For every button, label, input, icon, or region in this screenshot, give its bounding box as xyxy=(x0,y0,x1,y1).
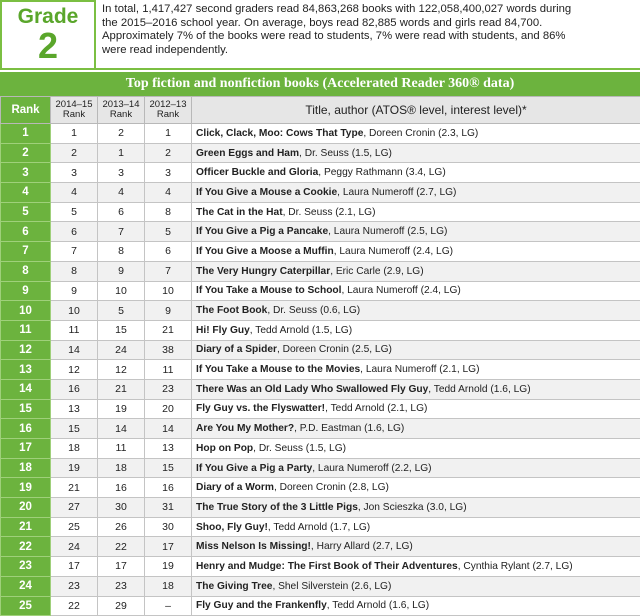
title-cell xyxy=(192,439,640,459)
table-row xyxy=(1,360,640,380)
book-title: Miss Nelson Is Missing! xyxy=(196,541,311,552)
book-title: The Very Hungry Caterpillar xyxy=(196,266,330,277)
rank-2013-14-cell: 14 xyxy=(98,419,145,439)
rank-2013-14-cell: 23 xyxy=(98,576,145,596)
rank-2014-15-cell: 24 xyxy=(51,537,98,557)
book-author-details: , Cynthia Rylant (2.7, LG) xyxy=(458,561,573,572)
table-row xyxy=(1,222,640,242)
rank-2012-13-cell: 3 xyxy=(145,163,192,183)
title-cell xyxy=(192,478,640,498)
title-cell xyxy=(192,163,640,183)
table-row xyxy=(1,478,640,498)
title-cell xyxy=(192,202,640,222)
rank-2013-14-cell: 1 xyxy=(98,143,145,163)
rank-2014-15-cell: 14 xyxy=(51,340,98,360)
rank-2012-13-cell: 2 xyxy=(145,143,192,163)
rank-2013-14-cell: 18 xyxy=(98,458,145,478)
rank-2012-13-cell: 16 xyxy=(145,478,192,498)
book-title: Officer Buckle and Gloria xyxy=(196,167,318,178)
rank-2012-13-cell: 17 xyxy=(145,537,192,557)
title-cell xyxy=(192,537,640,557)
book-title: Shoo, Fly Guy! xyxy=(196,522,268,533)
rank-cell: 10 xyxy=(1,301,51,321)
title-cell xyxy=(192,124,640,144)
rank-cell: 4 xyxy=(1,183,51,203)
book-author-details: , Laura Numeroff (2.1, LG) xyxy=(360,364,479,375)
rank-cell: 16 xyxy=(1,419,51,439)
table-row xyxy=(1,340,640,360)
table-body xyxy=(1,124,640,616)
rank-cell: 25 xyxy=(1,596,51,616)
rank-cell: 20 xyxy=(1,498,51,518)
rank-2013-14-header: 2013–14 Rank xyxy=(98,97,145,124)
rank-cell: 17 xyxy=(1,439,51,459)
book-title: Green Eggs and Ham xyxy=(196,148,299,159)
book-author-details: , P.D. Eastman (1.6, LG) xyxy=(294,423,404,434)
rank-cell: 23 xyxy=(1,557,51,577)
table-row xyxy=(1,183,640,203)
rank-2013-14-cell: 30 xyxy=(98,498,145,518)
table-row xyxy=(1,439,640,459)
rank-2014-15-cell: 6 xyxy=(51,222,98,242)
rank-2012-13-cell: 6 xyxy=(145,242,192,262)
rank-cell: 24 xyxy=(1,576,51,596)
title-cell xyxy=(192,340,640,360)
table-row xyxy=(1,281,640,301)
title-cell xyxy=(192,222,640,242)
rank-2014-15-cell: 10 xyxy=(51,301,98,321)
books-table xyxy=(0,96,640,616)
rank-2012-13-cell: 8 xyxy=(145,202,192,222)
book-title: The True Story of the 3 Little Pigs xyxy=(196,502,358,513)
rank-2012-13-header: 2012–13 Rank xyxy=(145,97,192,124)
book-title: If You Give a Moose a Muffin xyxy=(196,246,334,257)
rank-cell: 1 xyxy=(1,124,51,144)
book-author-details: , Doreen Cronin (2.3, LG) xyxy=(363,128,478,139)
rank-2014-15-cell: 11 xyxy=(51,320,98,340)
title-cell xyxy=(192,379,640,399)
rank-2012-13-cell: 5 xyxy=(145,222,192,242)
title-column-header: Title, author (ATOS® level, interest level)* xyxy=(192,97,640,124)
rank-2014-15-cell: 9 xyxy=(51,281,98,301)
book-author-details: , Tedd Arnold (1.6, LG) xyxy=(428,384,530,395)
table-row xyxy=(1,143,640,163)
intro-paragraph xyxy=(96,0,640,68)
title-cell xyxy=(192,242,640,262)
book-author-details: , Shel Silverstein (2.6, LG) xyxy=(272,581,391,592)
book-author-details: , Laura Numeroff (2.2, LG) xyxy=(312,463,431,474)
rank-cell: 19 xyxy=(1,478,51,498)
rank-2013-14-cell: 21 xyxy=(98,379,145,399)
rank-cell: 15 xyxy=(1,399,51,419)
book-title: Are You My Mother? xyxy=(196,423,294,434)
title-cell xyxy=(192,399,640,419)
rank-2013-14-cell: 11 xyxy=(98,439,145,459)
book-author-details: , Laura Numeroff (2.7, LG) xyxy=(337,187,456,198)
rank-cell: 13 xyxy=(1,360,51,380)
intro-line: In total, 1,417,427 second graders read 84,863,268 books with 122,058,400,027 words during xyxy=(102,3,632,17)
rank-cell: 3 xyxy=(1,163,51,183)
title-cell xyxy=(192,458,640,478)
title-cell xyxy=(192,498,640,518)
rank-2014-15-cell: 3 xyxy=(51,163,98,183)
book-author-details: , Jon Scieszka (3.0, LG) xyxy=(358,502,467,513)
book-author-details: , Tedd Arnold (1.6, LG) xyxy=(327,600,429,611)
rank-cell: 22 xyxy=(1,537,51,557)
table-row xyxy=(1,557,640,577)
table-row xyxy=(1,498,640,518)
book-author-details: , Laura Numeroff (2.4, LG) xyxy=(341,285,460,296)
rank-cell: 7 xyxy=(1,242,51,262)
book-author-details: , Tedd Arnold (1.5, LG) xyxy=(250,325,352,336)
rank-cell: 5 xyxy=(1,202,51,222)
book-author-details: , Tedd Arnold (2.1, LG) xyxy=(325,403,427,414)
table-row xyxy=(1,301,640,321)
rank-2013-14-cell: 2 xyxy=(98,124,145,144)
book-title: Henry and Mudge: The First Book of Their Adventures xyxy=(196,561,458,572)
rank-2012-13-cell: 10 xyxy=(145,281,192,301)
table-row xyxy=(1,124,640,144)
table-row xyxy=(1,320,640,340)
book-author-details: , Peggy Rathmann (3.4, LG) xyxy=(318,167,445,178)
book-title: Click, Clack, Moo: Cows That Type xyxy=(196,128,363,139)
book-title: Fly Guy vs. the Flyswatter! xyxy=(196,403,325,414)
title-cell xyxy=(192,360,640,380)
table-row xyxy=(1,202,640,222)
rank-2013-14-cell: 9 xyxy=(98,261,145,281)
rank-2014-15-cell: 5 xyxy=(51,202,98,222)
rank-cell: 21 xyxy=(1,517,51,537)
title-cell xyxy=(192,301,640,321)
table-row xyxy=(1,419,640,439)
rank-2012-13-cell: 11 xyxy=(145,360,192,380)
book-author-details: , Dr. Seuss (1.5, LG) xyxy=(253,443,346,454)
rank-2014-15-cell: 8 xyxy=(51,261,98,281)
book-title: If You Give a Mouse a Cookie xyxy=(196,187,337,198)
rank-cell: 11 xyxy=(1,320,51,340)
title-cell xyxy=(192,281,640,301)
rank-2012-13-cell: 15 xyxy=(145,458,192,478)
rank-2013-14-cell: 4 xyxy=(98,183,145,203)
table-row xyxy=(1,517,640,537)
rank-2013-14-cell: 8 xyxy=(98,242,145,262)
rank-2013-14-cell: 29 xyxy=(98,596,145,616)
table-row xyxy=(1,379,640,399)
book-title: If You Take a Mouse to School xyxy=(196,285,341,296)
table-row xyxy=(1,163,640,183)
rank-2013-14-cell: 17 xyxy=(98,557,145,577)
intro-line: Approximately 7% of the books were read to students, 7% were read with students, and 86% xyxy=(102,30,632,44)
rank-2014-15-cell: 12 xyxy=(51,360,98,380)
intro-line: were read independently. xyxy=(102,44,632,58)
book-title: Diary of a Worm xyxy=(196,482,274,493)
rank-2013-14-cell: 22 xyxy=(98,537,145,557)
title-cell xyxy=(192,143,640,163)
rank-2013-14-cell: 12 xyxy=(98,360,145,380)
book-title: The Foot Book xyxy=(196,305,267,316)
rank-cell: 2 xyxy=(1,143,51,163)
rank-2014-15-cell: 13 xyxy=(51,399,98,419)
rank-2014-15-cell: 19 xyxy=(51,458,98,478)
title-cell xyxy=(192,261,640,281)
rank-2014-15-header: 2014–15 Rank xyxy=(51,97,98,124)
rank-2014-15-cell: 4 xyxy=(51,183,98,203)
rank-2012-13-cell: 21 xyxy=(145,320,192,340)
book-title: Hi! Fly Guy xyxy=(196,325,250,336)
book-author-details: , Dr. Seuss (2.1, LG) xyxy=(283,207,376,218)
rank-2012-13-cell: 14 xyxy=(145,419,192,439)
rank-2012-13-cell: 20 xyxy=(145,399,192,419)
rank-2013-14-cell: 26 xyxy=(98,517,145,537)
rank-2012-13-cell: – xyxy=(145,596,192,616)
table-row xyxy=(1,537,640,557)
rank-2012-13-cell: 30 xyxy=(145,517,192,537)
rank-2013-14-cell: 7 xyxy=(98,222,145,242)
book-title: If You Give a Pig a Party xyxy=(196,463,312,474)
rank-2012-13-cell: 9 xyxy=(145,301,192,321)
rank-2012-13-cell: 31 xyxy=(145,498,192,518)
rank-2012-13-cell: 38 xyxy=(145,340,192,360)
rank-2014-15-cell: 27 xyxy=(51,498,98,518)
rank-2014-15-cell: 15 xyxy=(51,419,98,439)
header-section xyxy=(0,0,640,70)
book-title: Diary of a Spider xyxy=(196,344,277,355)
book-title: There Was an Old Lady Who Swallowed Fly Guy xyxy=(196,384,428,395)
rank-2012-13-cell: 1 xyxy=(145,124,192,144)
rank-2012-13-cell: 23 xyxy=(145,379,192,399)
grade-label: Grade xyxy=(18,6,79,28)
grade-badge xyxy=(0,0,96,68)
book-title: Fly Guy and the Frankenfly xyxy=(196,600,327,611)
table-row xyxy=(1,261,640,281)
book-author-details: , Laura Numeroff (2.4, LG) xyxy=(334,246,453,257)
rank-2012-13-cell: 4 xyxy=(145,183,192,203)
rank-column-header: Rank xyxy=(1,97,51,124)
book-author-details: , Doreen Cronin (2.5, LG) xyxy=(277,344,392,355)
book-title: The Cat in the Hat xyxy=(196,207,283,218)
title-cell xyxy=(192,183,640,203)
table-header-row xyxy=(1,97,640,124)
table-row xyxy=(1,242,640,262)
book-title: If You Take a Mouse to the Movies xyxy=(196,364,360,375)
grade-number: 2 xyxy=(38,28,58,64)
rank-2014-15-cell: 23 xyxy=(51,576,98,596)
rank-2012-13-cell: 13 xyxy=(145,439,192,459)
rank-cell: 8 xyxy=(1,261,51,281)
book-title: If You Give a Pig a Pancake xyxy=(196,226,328,237)
rank-2012-13-cell: 18 xyxy=(145,576,192,596)
rank-2013-14-cell: 10 xyxy=(98,281,145,301)
rank-2013-14-cell: 3 xyxy=(98,163,145,183)
title-cell xyxy=(192,576,640,596)
rank-2014-15-cell: 22 xyxy=(51,596,98,616)
rank-2014-15-cell: 17 xyxy=(51,557,98,577)
rank-cell: 6 xyxy=(1,222,51,242)
table-row xyxy=(1,576,640,596)
rank-2012-13-cell: 19 xyxy=(145,557,192,577)
title-cell xyxy=(192,596,640,616)
book-author-details: , Dr. Seuss (1.5, LG) xyxy=(299,148,392,159)
title-cell xyxy=(192,419,640,439)
rank-cell: 14 xyxy=(1,379,51,399)
book-author-details: , Laura Numeroff (2.5, LG) xyxy=(328,226,447,237)
title-cell xyxy=(192,557,640,577)
book-author-details: , Eric Carle (2.9, LG) xyxy=(330,266,423,277)
table-row xyxy=(1,596,640,616)
table-row xyxy=(1,458,640,478)
rank-2014-15-cell: 2 xyxy=(51,143,98,163)
rank-2014-15-cell: 7 xyxy=(51,242,98,262)
rank-2013-14-cell: 15 xyxy=(98,320,145,340)
table-banner: Top fiction and nonfiction books (Accelerated Reader 360® data) xyxy=(0,72,640,96)
title-cell xyxy=(192,320,640,340)
rank-cell: 12 xyxy=(1,340,51,360)
rank-2014-15-cell: 16 xyxy=(51,379,98,399)
book-author-details: , Dr. Seuss (0.6, LG) xyxy=(267,305,360,316)
rank-2013-14-cell: 24 xyxy=(98,340,145,360)
book-author-details: , Tedd Arnold (1.7, LG) xyxy=(268,522,370,533)
table-row xyxy=(1,399,640,419)
rank-2013-14-cell: 16 xyxy=(98,478,145,498)
rank-2014-15-cell: 21 xyxy=(51,478,98,498)
rank-2013-14-cell: 19 xyxy=(98,399,145,419)
rank-2014-15-cell: 25 xyxy=(51,517,98,537)
book-author-details: , Harry Allard (2.7, LG) xyxy=(311,541,413,552)
title-cell xyxy=(192,517,640,537)
book-author-details: , Doreen Cronin (2.8, LG) xyxy=(274,482,389,493)
book-title: Hop on Pop xyxy=(196,443,253,454)
rank-2014-15-cell: 18 xyxy=(51,439,98,459)
rank-cell: 9 xyxy=(1,281,51,301)
rank-cell: 18 xyxy=(1,458,51,478)
rank-2012-13-cell: 7 xyxy=(145,261,192,281)
intro-line: the 2015–2016 school year. On average, boys read 82,885 words and girls read 84,700. xyxy=(102,17,632,31)
book-title: The Giving Tree xyxy=(196,581,272,592)
rank-2013-14-cell: 5 xyxy=(98,301,145,321)
rank-2014-15-cell: 1 xyxy=(51,124,98,144)
rank-2013-14-cell: 6 xyxy=(98,202,145,222)
